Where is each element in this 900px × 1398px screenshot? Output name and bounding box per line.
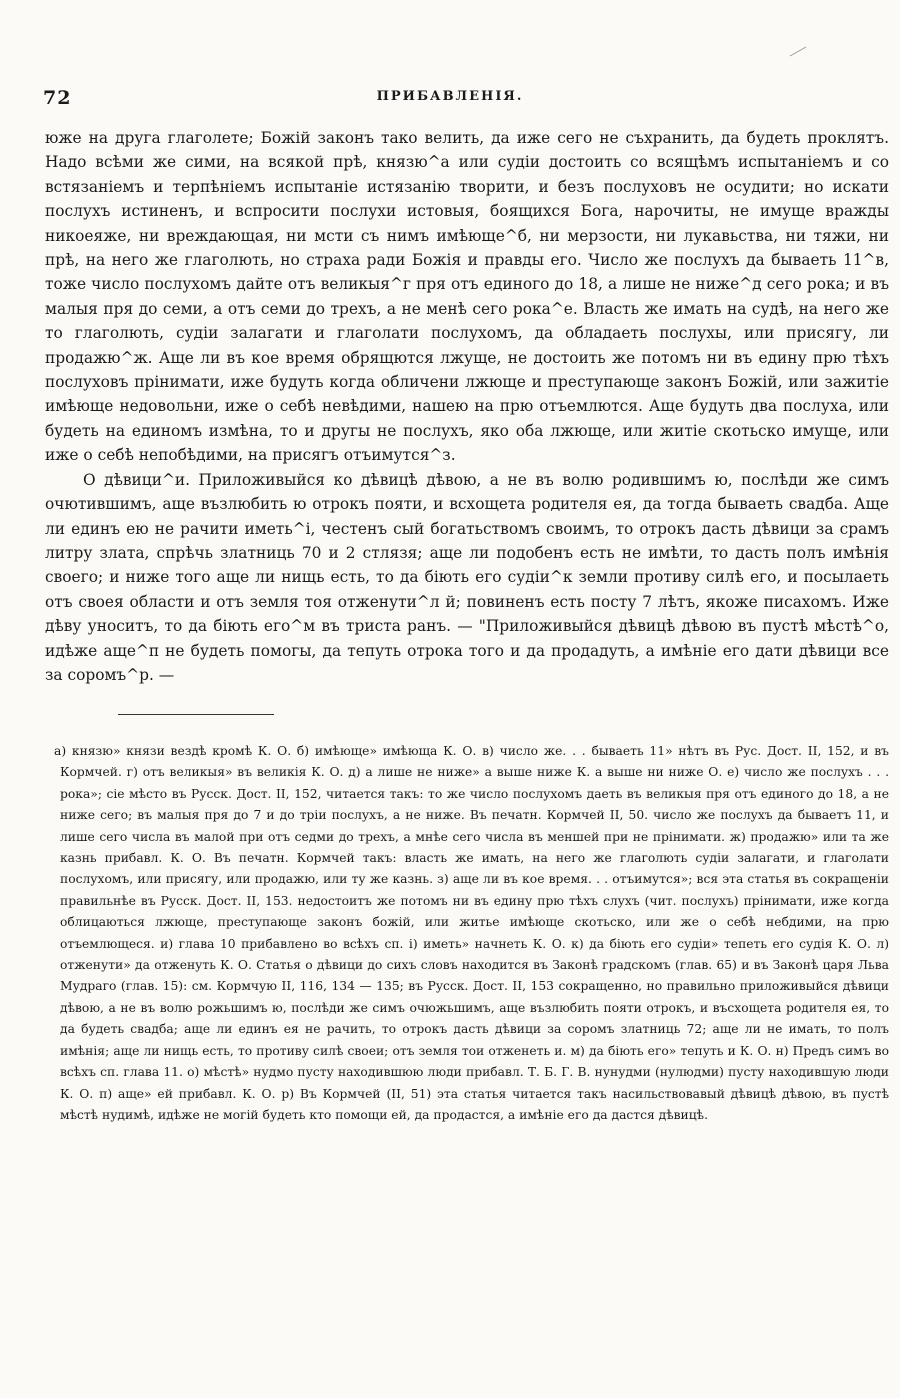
pencil-mark xyxy=(788,44,810,58)
paragraph-evidence: юже на друга глаголете; Божій законъ тако велить, да иже сего не съхранить, да будеть проклятъ. Надо всѣми же сими, на всякой прѣ, князю^а или судіи достоить со всящѣмъ испытаніемъ и со встязаніемъ и терпѣніемъ испытаніе истязанію творити, и безъ послуховъ не осудити; но искати послухъ истиненъ, и вспросити послухи истовыя, боящихся Бога, нарочиты, не имуще вражды никоеяже, ни вреждающая, ни мсти съ нимъ имѣюще^б, ни мерзости, ни лукавьства, ни тяжи, ни прѣ, на него же глаголють, но страха ради Божія и правды его. Число же послухъ да бываеть 11^в, тоже число послухомъ дайте отъ великыя^г пря отъ единого до 18, а лише не ниже^д сего рока; и въ малыя пря до семи, а отъ семи до трехъ, а не менѣ сего рока^е. Власть же имать на судѣ, на него же то глаголють, судіи залагати и глаголати послухомъ, да обладаеть послухы, или присягу, ли продажю^ж. Аще ли въ кое время обрящются лжуще, не достоить же потомъ ни въ едину прю тѣхъ послуховъ прінимати, иже будуть когда обличени лжюще и преступающе законъ Божій, или зажитіе имѣюще недовольни, иже о себѣ невѣдими, нашею на прю отъемлются. Аще будуть два послуха, или будеть на единомъ измѣна, то и другы не послухъ, яко оба лжюще, или житіе скотьско имуще, или иже о себѣ непобѣдими, на присягъ отъимутся^з. xyxy=(45,129,889,465)
footnote-divider xyxy=(118,714,274,715)
paragraph-maiden: О дѣвици^и. Приложивыйся ко дѣвицѣ дѣвою, а не въ волю родившимъ ю, послѣди же симъ очютившимъ, аще възлюбить ю отрокъ пояти, и всхощета родителя ея, да тогда бываеть свадба. Аще ли единъ ею не рачити иметь^і, честенъ сый богатьствомъ своимъ, то отрокъ дасть дѣвици за срамъ литру злата, спрѣчь златниць 70 и 2 стлязя; аще ли подобенъ есть не имѣти, то дасть полъ имѣнія своего; и ниже того аще ли нищь есть, то да біють его судіи^к земли противу силѣ его, и посылаеть отъ своея области и отъ земля тоя отженути^л й; повиненъ есть посту 7 лѣтъ, якоже писахомъ. Иже дѣву уноситъ, то да біють его^м въ триста ранъ. — "Приложивыйся дѣвицѣ дѣвою въ пустѣ мѣстѣ^о, идѣже аще^п не будеть помогы, да тепуть отрока того и да продадуть, а имѣніе его дати дѣвици все за соромъ^р. — xyxy=(45,470,889,684)
footnotes xyxy=(54,741,889,1126)
page-number: 72 xyxy=(43,87,72,109)
main-text xyxy=(45,126,889,687)
running-head: ПРИБАВЛЕНІЯ. xyxy=(376,89,524,104)
footnote-text: а) князю» князи вездѣ кромѣ К. О. б) имѣюще» имѣюща К. О. в) число же. . . бываеть 11» нѣтъ въ Рус. Дост. II, 152, и въ Кормчей. г) отъ великыя» въ великія К. О. д) а лише не ниже» а выше ниже К. а выше ни ниже О. е) число же послухъ . . . рока»; сіе мѣсто въ Русск. Дост. II, 152, читается такъ: то же число послухомъ даеть въ великыя пря отъ единого до 18, а не ниже сего; въ малыя пря до 7 и до тріи послухъ, а не ниже. Въ печатн. Кормчей II, 50. число же послухъ да бываетъ 11, и лише сего числа въ малой при отъ седми до трехъ, а мнѣе сего числа въ меншей при не прінимати. ж) продажю» или та же казнь прибавл. К. О. Въ печатн. Кормчей такъ: власть же имать, на него же глаголють судіи залагати, и глаголати послухомъ, или присягу, или продажю, или ту же казнь. з) аще ли въ кое время. . . отъимутся»; вся эта статья въ сокращеніи правильнѣе въ Русск. Дост. II, 153. недостоитъ же потомъ ни въ едину прю тѣхъ слухъ (чит. послухъ) прінимати, иже когда облицаються лжюще, преступающе законъ божій, или житье имѣюще скотьско, или же о себѣ небдими, на прю отъемлющеся. и) глава 10 прибавлено во всѣхъ сп. і) иметь» начнеть К. О. к) да біють его судіи» тепеть его судія К. О. л) отженути» да отженуть К. О. Статья о дѣвици до сихъ словъ находится въ Законѣ градскомъ (глав. 65) и въ Законѣ царя Льва Мудраго (глав. 15): см. Кормчую II, 116, 134 — 135; въ Русск. Дост. II, 153 сокращенно, но правильно приложивыйся дѣвици дѣвою, а не въ волю рожьшимъ ю, послѣди же симъ очюжьшимъ, аще възлюбить пояти отрокъ, и въсхощета родителя ея, то да будеть свадба; аще ли единъ ея не рачить, то отрокъ дасть дѣвици за соромъ златниць 72; аще ли не имать, то полъ имѣнія; аще ли нищь есть, то противу силѣ своеи; отъ земля тои отженеть и. м) да біють его» тепуть и К. О. н) Предъ симъ во всѣхъ сп. глава 11. о) мѣстѣ» нудмо пусту находившюю люди прибавл. Т. Б. Г. В. нунудми (нулюдми) пусту находившую люди К. О. п) аще» ей прибавл. К. О. р) Въ Кормчей (II, 51) эта статья читается такъ насильствовавый дѣвицѣ дѣвою, въ пустѣ мѣстѣ нудимѣ, идѣже не могій будеть кто помощи ей, да продастся, а имѣніе его да дастся дѣвицѣ. xyxy=(54,744,889,1122)
